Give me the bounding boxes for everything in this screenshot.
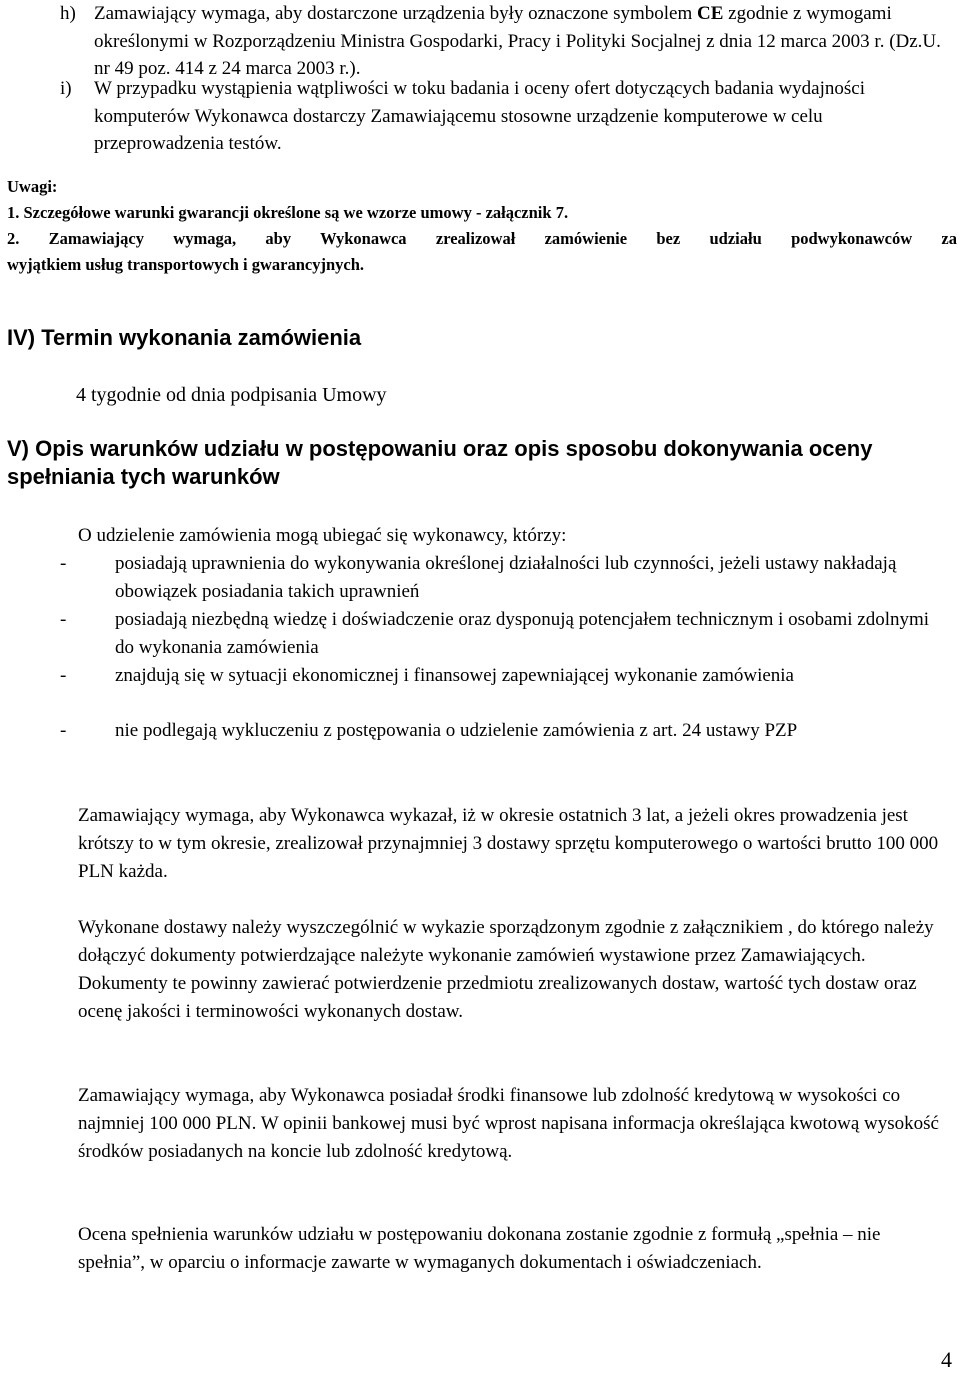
section-4-text: 4 tygodnie od dnia podpisania Umowy	[76, 384, 387, 406]
condition-text: nie podlegają wykluczeniu z postępowania o udzielenie zamówienia z art. 24 ustawy PZP	[115, 720, 798, 741]
list-marker: h)	[60, 3, 76, 24]
dash-marker: -	[60, 609, 67, 630]
condition-item	[60, 662, 950, 690]
paragraph: Wykonane dostawy należy wyszczególnić w wykazie sporządzonym zgodnie z załącznikiem , do którego należy dołączyć dokumenty potwierdzające należyte wykonanie zamówień wystawione przez Zamawiających. Dokumenty te powinny zawierać potwierdzenie przedmiotu zrealizowanych dostaw, wartość tych dostaw oraz ocenę jakości i terminowości wykonanych dostaw.	[78, 917, 934, 1022]
section-5-intro: O udzielenie zamówienia mogą ubiegać się wykonawcy, którzy:	[78, 525, 567, 546]
notes-section	[7, 174, 957, 278]
paragraph: Zamawiający wymaga, aby Wykonawca posiadał środki finansowe lub zdolność kredytową w wysokości co najmniej 100 000 PLN. W opinii bankowej musi być wprost napisana informacja określająca kwotową wysokość środków posiadanych na koncie lub zdolność kredytową.	[78, 1085, 939, 1162]
condition-item	[60, 606, 950, 662]
section-5-heading: V) Opis warunków udziału w postępowaniu oraz opis sposobu dokonywania oceny spełniania tych warunków	[7, 436, 873, 489]
page-number: 4	[941, 1347, 952, 1372]
paragraph: Zamawiający wymaga, aby Wykonawca wykazał, iż w okresie ostatnich 3 lat, a jeżeli okres prowadzenia jest krótszy to w tym okresie, zrealizował przynajmniej 3 dostawy sprzętu komputerowego o wartości brutto 100 000 PLN każda.	[78, 805, 939, 882]
section-4-heading: IV) Termin wykonania zamówienia	[7, 325, 362, 350]
dash-marker: -	[60, 553, 67, 574]
condition-item	[60, 717, 950, 745]
note-1: 1. Szczegółowe warunki gwarancji określone są we wzorze umowy - załącznik 7.	[7, 203, 569, 222]
condition-item	[60, 550, 950, 606]
notes-title: Uwagi:	[7, 177, 58, 196]
dash-marker: -	[60, 665, 67, 686]
dash-marker: -	[60, 720, 67, 741]
note-2-line-1: 2. Zamawiający wymaga, aby Wykonawca zrealizował zamówienie bez udziału podwykonawców za	[7, 229, 957, 248]
list-marker: i)	[60, 78, 72, 99]
list-item-i	[60, 75, 945, 158]
text-segment: Zamawiający wymaga, aby dostarczone urządzenia były oznaczone symbolem	[94, 3, 697, 24]
condition-text: posiadają uprawnienia do wykonywania określonej działalności lub czynności, jeżeli ustawy nakładają obowiązek posiadania takich uprawnień	[115, 553, 897, 602]
condition-text: znajdują się w sytuacji ekonomicznej i finansowej zapewniającej wykonanie zamówienia	[115, 665, 794, 686]
text-segment: zgodnie z wymogami określonymi w Rozporządzeniu Ministra Gospodarki, Pracy i Polityki Socjalnej z dnia 12 marca 2003 r. (Dz.U. nr 49 poz. 414 z 24 marca 2003 r.).	[94, 3, 941, 79]
paragraph: Ocena spełnienia warunków udziału w postępowaniu dokonana zostanie zgodnie z formułą „spełnia – nie spełnia”, w oparciu o informacje zawarte w wymaganych dokumentach i oświadczeniach.	[78, 1224, 881, 1273]
list-item-text	[94, 0, 945, 83]
note-2-line-2: wyjątkiem usług transportowych i gwarancyjnych.	[7, 255, 365, 274]
list-item-text: W przypadku wystąpienia wątpliwości w toku badania i oceny ofert dotyczących badania wydajności komputerów Wykonawca dostarczy Zamawiającemu stosowne urządzenie komputerowe w celu przeprowadzenia testów.	[94, 78, 866, 154]
bold-segment: CE	[697, 3, 724, 24]
condition-text: posiadają niezbędną wiedzę i doświadczenie oraz dysponują potencjałem technicznym i osobami zdolnymi do wykonania zamówienia	[115, 609, 930, 658]
list-item-h	[60, 0, 945, 83]
